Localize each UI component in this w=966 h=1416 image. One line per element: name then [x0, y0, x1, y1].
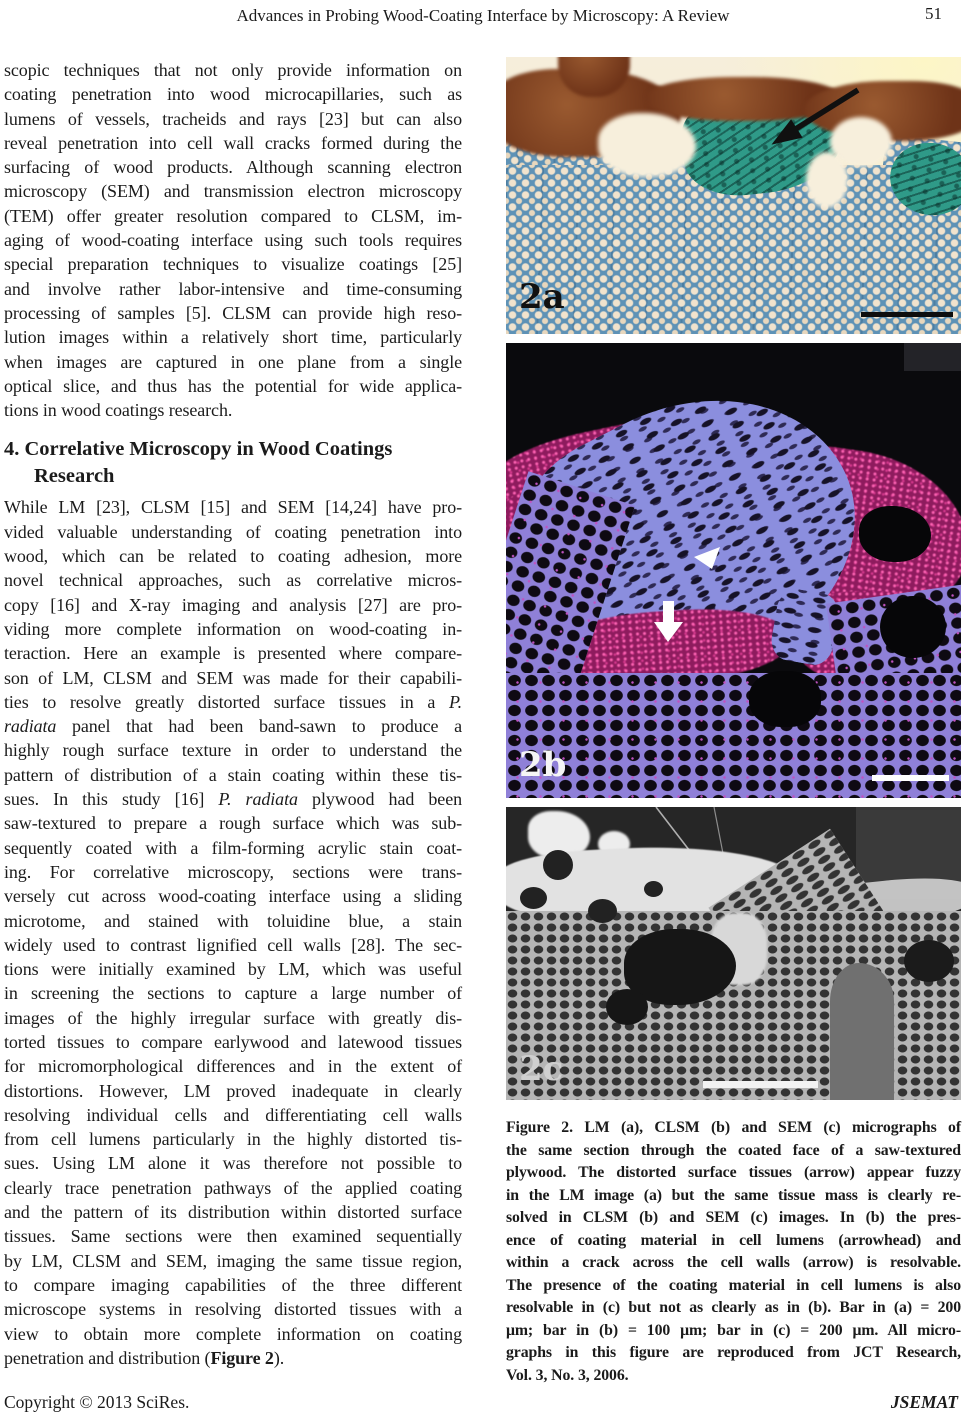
text-line: distortions. However, LM proved inadequate in clearly: [4, 1080, 462, 1101]
text-line: special preparation techniques to visualize coatings [25]: [4, 254, 462, 275]
figure-label-2c: 2c: [519, 1049, 564, 1089]
text-line: (TEM) offer greater resolution compared to CLSM, im-: [4, 205, 462, 226]
text-line: sues. Using LM alone it was therefore not possible to: [4, 1153, 462, 1174]
text-line: and involve rather labor-intensive and time-consuming: [4, 278, 462, 299]
text-line: scopic techniques that not only provide information on: [4, 60, 462, 80]
text-line: resolving individual cells and differentiating cell walls: [4, 1104, 462, 1125]
text-line: in the LM image (a) but the same tissue mass is clearly re-: [506, 1186, 961, 1204]
text-line: processing of samples [5]. CLSM can provide high reso-: [4, 302, 462, 323]
text-line: when images are captured in one plane from a single: [4, 351, 462, 372]
text-line: novel technical approaches, such as correlative micros-: [4, 570, 462, 591]
text-line: sues. In this study [16] P. radiata plywood had been: [4, 789, 462, 810]
sem-void: [644, 881, 663, 897]
copyright-notice: Copyright © 2013 SciRes.: [4, 1392, 190, 1412]
text-line: radiata panel that had been band-sawn to produce a: [4, 716, 462, 737]
figure-2c-sem-micrograph: [506, 807, 961, 1100]
two-column-body: [4, 57, 961, 1388]
right-column: [506, 57, 961, 1388]
text-line: sequently coated with a film-forming acrylic stain coat-: [4, 837, 462, 858]
figure-2b-clsm-micrograph: [506, 343, 961, 798]
text-line: widely used to contrast lignified cell walls [28]. The sec-: [4, 934, 462, 955]
text-line: solved in CLSM (b) and SEM (c) images. In (b) the pres-: [506, 1209, 961, 1227]
text-line: clearly trace penetration pathways of the applied coating: [4, 1177, 462, 1198]
text-line: graphs in this figure are reproduced from JCT Research,: [506, 1344, 961, 1362]
running-title: Advances in Probing Wood-Coating Interface by Microscopy: A Review: [236, 6, 730, 25]
arrowhead-and-arrow-annotation-icon: [506, 343, 961, 798]
scale-bar-2b: [872, 775, 949, 781]
text-line: versely cut across wood-coating interface using a sliding: [4, 886, 462, 907]
sem-void: [543, 850, 573, 880]
text-line: While LM [23], CLSM [15] and SEM [14,24] have pro-: [4, 497, 462, 518]
text-line: μm; bar in (b) = 100 μm; bar in (c) = 200 μm. All micro-: [506, 1321, 961, 1339]
text-line: to compare imaging capabilities of the three different: [4, 1274, 462, 1295]
scale-bar-2a: [861, 312, 953, 317]
sem-crack-channel: [830, 963, 894, 1100]
text-line: view to obtain more complete information on coating: [4, 1323, 462, 1344]
sem-void: [904, 940, 954, 982]
text-line: highly rough surface texture in order to understand the: [4, 740, 462, 761]
scale-bar-2c: [703, 1081, 818, 1088]
page-footer: [4, 1392, 958, 1413]
left-column: [4, 57, 462, 1388]
text-line: saw-textured to prepare a rough surface which was sub-: [4, 813, 462, 834]
text-line: resolvable in (c) but not as clearly as in (b). Bar in (a) = 200: [506, 1299, 961, 1317]
text-line: tions in wood coatings research.: [4, 400, 233, 421]
page-header: [0, 6, 966, 36]
text-line: microscopy (SEM) and transmission electron microscopy: [4, 181, 462, 202]
text-line: within a crack across the cell walls (arrow) is resolvable.: [506, 1254, 961, 1272]
figure-2a-lm-micrograph: [506, 57, 961, 334]
figure-label-2b: 2b: [519, 745, 567, 785]
section-heading: [4, 436, 462, 490]
text-line: pattern of distribution of a stain coating within these tis-: [4, 764, 462, 785]
text-line: vided valuable understanding of coating penetration into: [4, 521, 462, 542]
text-line: wood, which can be related to coating adhesion, more: [4, 546, 462, 567]
sem-void: [520, 887, 547, 909]
text-line: penetration and distribution (Figure 2).: [4, 1347, 285, 1368]
text-line: by LM, CLSM and SEM, imaging the same tissue region,: [4, 1250, 462, 1271]
text-line: optical slice, and thus has the potential for wide applica-: [4, 375, 462, 396]
text-line: viding more complete information on wood-coating in-: [4, 618, 462, 639]
text-line: The presence of the coating material in cell lumens is also: [506, 1276, 961, 1294]
text-line: son of LM, CLSM and SEM was made for their capabili-: [4, 667, 462, 688]
body-paragraph-2: [4, 495, 462, 1370]
text-line: tions were initially examined by LM, which was useful: [4, 959, 462, 980]
page-number: 51: [925, 4, 942, 23]
text-line: in screening the sections to capture a large number of: [4, 983, 462, 1004]
text-line: surfacing of wood products. Although scanning electron: [4, 157, 462, 178]
text-line: ing. For correlative microscopy, sections were trans-: [4, 861, 462, 882]
text-line: reveal penetration into cell wall cracks formed during the: [4, 132, 462, 153]
text-line: lumens of vessels, tracheids and rays [23] but can also: [4, 108, 462, 129]
text-line: coating penetration into wood microcapillaries, such as: [4, 84, 462, 105]
text-line: lution images within a relatively short time, particularly: [4, 327, 462, 348]
text-line: tissues. Same sections were then examined sequentially: [4, 1226, 462, 1247]
figure-label-2a: 2a: [519, 277, 565, 317]
text-line: aging of wood-coating interface using such tools requires: [4, 230, 462, 251]
text-line: ence of coating material in cell lumens (arrowhead) and: [506, 1231, 961, 1249]
body-paragraph-1: [4, 58, 462, 422]
text-line: Vol. 3, No. 3, 2006.: [506, 1367, 629, 1385]
text-line: teraction. Here an example is presented where compare-: [4, 643, 462, 664]
text-line: images of the highly irregular surface with greatly dis-: [4, 1007, 462, 1028]
sem-void: [606, 989, 648, 1025]
sem-void: [588, 899, 617, 923]
arrow-annotation-icon: [506, 57, 961, 334]
text-line: plywood. The distorted surface tissues (arrow) appear fuzzy: [506, 1164, 961, 1182]
text-line: microtome, and stained with toluidine blue, a stain: [4, 910, 462, 931]
text-line: 4. Correlative Microscopy in Wood Coatings: [4, 438, 393, 461]
text-line: ties to resolve greatly distorted surface tissues in a P.: [4, 691, 462, 712]
text-line: and the pattern of its distribution within distorted surface: [4, 1202, 462, 1223]
text-line: copy [16] and X-ray imaging and analysis [27] are pro-: [4, 594, 462, 615]
text-line: Figure 2. LM (a), CLSM (b) and SEM (c) micrographs of: [506, 1119, 961, 1136]
figure-caption: [506, 1117, 961, 1388]
text-line: for micromorphological differences and in the extent of: [4, 1056, 462, 1077]
text-line: torted tissues to compare earlywood and latewood tissues: [4, 1031, 462, 1052]
text-line: Research: [34, 465, 115, 488]
text-line: the same section through the coated face of a saw-textured: [506, 1141, 961, 1159]
journal-abbreviation: JSEMAT: [890, 1392, 958, 1412]
text-line: from cell lumens particularly in the highly distorted tis-: [4, 1129, 462, 1150]
text-line: microscope systems in resolving distorted tissues with a: [4, 1299, 462, 1320]
